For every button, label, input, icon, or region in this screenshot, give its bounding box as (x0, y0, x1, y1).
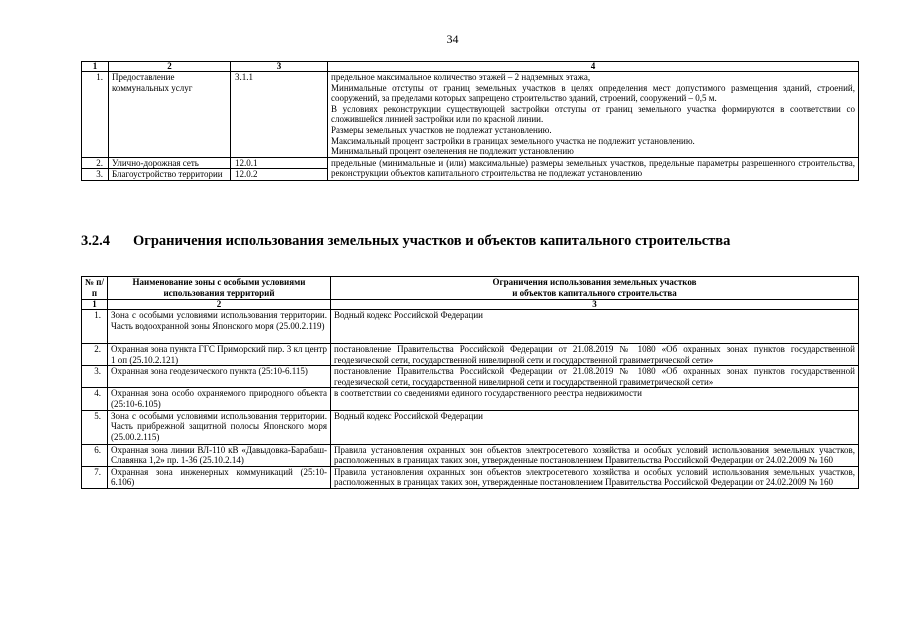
table-row (82, 410, 859, 444)
column-header: 2 (109, 62, 231, 72)
header-line: Ограничения использования земельных участков (492, 277, 697, 287)
table-row (82, 72, 859, 158)
zone-name: Охранная зона пункта ГГС Приморский пир. 3 кл центр 1 оп (25.10.2.121) (108, 344, 331, 366)
table-index-row (82, 300, 859, 310)
parameter-line: Максимальный процент застройки в границах земельного участка не подлежит установлению. (331, 135, 695, 146)
table-row (82, 366, 859, 388)
row-number: 1. (82, 310, 108, 344)
table-row (82, 310, 859, 344)
parameter-line: предельное максимальное количество этажей – 2 надземных этажа, (331, 72, 591, 82)
page-number: 34 (446, 32, 459, 46)
row-number: 3. (82, 366, 108, 388)
zone-name: Охранная зона геодезического пункта (25:10-6.115) (108, 366, 331, 388)
land-use-parameters-table (81, 61, 859, 181)
zone-name: Зона с особыми условиями использования территории. Часть водоохранной зоны Японского моря (25.00.2.119) (108, 310, 331, 344)
table-row (82, 444, 859, 466)
parameter-line: Минимальные отступы от границ земельных участков в целях определения мест допустимого размещения зданий, строений, сооружений, за пределами которых запрещено строительство зданий, строений, сооружений – 0,5 м. (331, 82, 855, 104)
row-number: 2. (82, 344, 108, 366)
section-title: Ограничения использования земельных участков и объектов капитального строительства (133, 233, 731, 249)
table-row (82, 466, 859, 488)
row-number: 5. (82, 410, 108, 444)
column-header-number: № п/п (82, 277, 108, 300)
land-use-code: 12.0.1 (231, 157, 328, 169)
zone-restriction: постановление Правительства Российской Федерации от 21.08.2019 № 1080 «Об охранных зонах пунктов государственной геодезической сети, государственной нивелирной сети и государственной гравиметрической сети» (331, 344, 859, 366)
row-number: 4. (82, 388, 108, 410)
land-use-code: 12.0.2 (231, 169, 328, 181)
row-number: 3. (82, 169, 109, 181)
land-use-code: 3.1.1 (231, 72, 328, 158)
row-number: 1. (82, 72, 109, 158)
land-use-name: Предоставление коммунальных услуг (109, 72, 231, 158)
zone-name: Зона с особыми условиями использования территории. Часть прибрежной защитной полосы Японского моря (25.00.2.115) (108, 410, 331, 444)
column-header: 1 (82, 62, 109, 72)
column-index: 1 (82, 300, 108, 310)
land-use-name: Благоустройство территории (109, 169, 231, 181)
row-number: 2. (82, 157, 109, 169)
section-number: 3.2.4 (81, 233, 110, 249)
column-index: 2 (108, 300, 331, 310)
parameters-cell-merged: предельные (минимальные и (или) максимальные) размеры земельных участков, предельные параметры разрешенного строительства, реконструкции объектов капитального строительства не подлежат установлению (328, 157, 859, 180)
header-line: и объектов капитального строительства (512, 287, 677, 298)
table-row (82, 157, 859, 169)
parameter-line: Размеры земельных участков не подлежат установлению. (331, 124, 552, 135)
land-use-name: Улично-дорожная сеть (109, 157, 231, 169)
zone-name: Охранная зона инженерных коммуникаций (25:10-6.106) (108, 466, 331, 488)
row-number: 6. (82, 444, 108, 466)
column-header-restrictions (331, 277, 859, 300)
zone-restriction: Водный кодекс Российской Федерации (331, 310, 859, 344)
table-row (82, 344, 859, 366)
parameters-cell (328, 72, 859, 158)
zone-restriction: Правила установления охранных зон объектов электросетевого хозяйства и особых условий использования земельных участков, расположенных в границах таких зон, утвержденные постановлением Правительства Российской Федерации от 24.02.2009 № 160 (331, 466, 859, 488)
parameter-line: В условиях реконструкции существующей застройки отступы от границ земельного участка формируются в соответствии со сложившейся линией застройки или по красной линии. (331, 103, 855, 125)
table-header-row (82, 277, 859, 300)
column-header: 3 (231, 62, 328, 72)
zone-name: Охранная зона линии ВЛ-110 кВ «Давыдовка-Барабаш-Славянка 1,2» пр. 1-36 (25.10.2.14) (108, 444, 331, 466)
zone-restrictions-table (81, 276, 859, 489)
row-number: 7. (82, 466, 108, 488)
zone-restriction: Водный кодекс Российской Федерации (331, 410, 859, 444)
zone-name: Охранная зона особо охраняемого природного объекта (25:10-6.105) (108, 388, 331, 410)
table-row (82, 388, 859, 410)
column-header-zone: Наименование зоны с особыми условиями использования территорий (108, 277, 331, 300)
zone-restriction: постановление Правительства Российской Федерации от 21.08.2019 № 1080 «Об охранных зонах пунктов государственной геодезической сети, государственной нивелирной сети и государственной гравиметрической сети» (331, 366, 859, 388)
table-header-row (82, 62, 859, 72)
zone-restriction: в соответствии со сведениями единого государственного реестра недвижимости (331, 388, 859, 410)
section-heading (81, 233, 861, 250)
zone-restriction: Правила установления охранных зон объектов электросетевого хозяйства и особых условий использования земельных участков, расположенных в границах таких зон, утвержденные постановлением Правительства Российской Федерации от 24.02.2009 № 160 (331, 444, 859, 466)
column-header: 4 (328, 62, 859, 72)
parameter-line: Минимальный процент озеленения не подлежит установлению (331, 146, 574, 157)
column-index: 3 (331, 300, 859, 310)
